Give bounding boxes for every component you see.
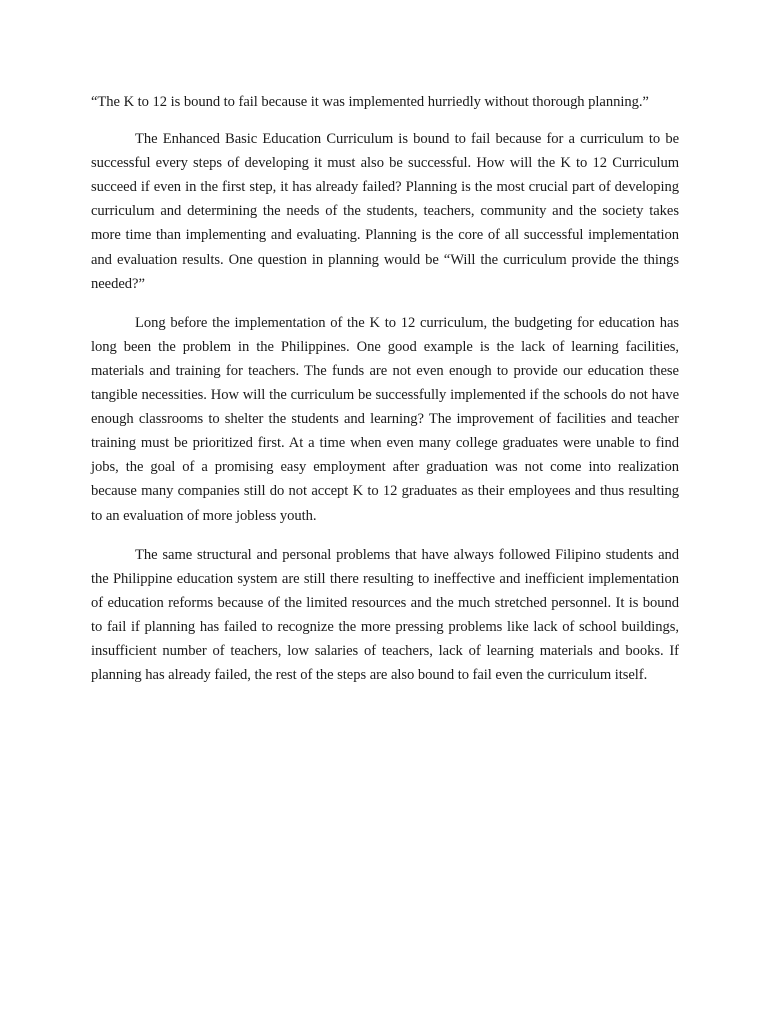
paragraph-structural-problems: The same structural and personal problems that have always followed Filipino students and the Philippine education system are still there resulting to ineffective and inefficient implementation of education reforms because of the limited resources and the much stretched personnel. It is bound to fail if planning has failed to recognize the more pressing problems like lack of school buildings, insufficient number of teachers, low salaries of teachers, lack of learning materials and books. If planning has already failed, the rest of the steps are also bound to fail even the curriculum itself. xyxy=(91,546,679,684)
paragraph-budgeting: Long before the implementation of the K to 12 curriculum, the budgeting for education has long been the problem in the Philippines. One good example is the lack of learning facilities, materials and training for teachers. The funds are not even enough to provide our education these tangible necessities. How will the curriculum be successfully implemented if the schools do not have enough classrooms to shelter the students and learning? The improvement of facilities and teacher training must be prioritized first. At a time when even many college graduates were unable to find jobs, the goal of a promising easy employment after graduation was not come into realization because many companies still do not accept K to 12 graduates as their employees and thus resulting to an evaluation of more jobless youth. xyxy=(91,314,679,524)
document-body xyxy=(91,90,679,702)
paragraph-planning: The Enhanced Basic Education Curriculum is bound to fail because for a curriculum to be successful every steps of developing it must also be successful. How will the K to 12 Curriculum succeed if even in the first step, it has already failed? Planning is the most crucial part of developing curriculum and determining the needs of the students, teachers, community and the society takes more time than implementing and evaluating. Planning is the core of all successful implementation and evaluation results. One question in planning would be “Will the curriculum provide the things needed?” xyxy=(91,131,679,292)
opening-quote: “The K to 12 is bound to fail because it was implemented hurriedly without thorough planning.” xyxy=(91,94,649,110)
